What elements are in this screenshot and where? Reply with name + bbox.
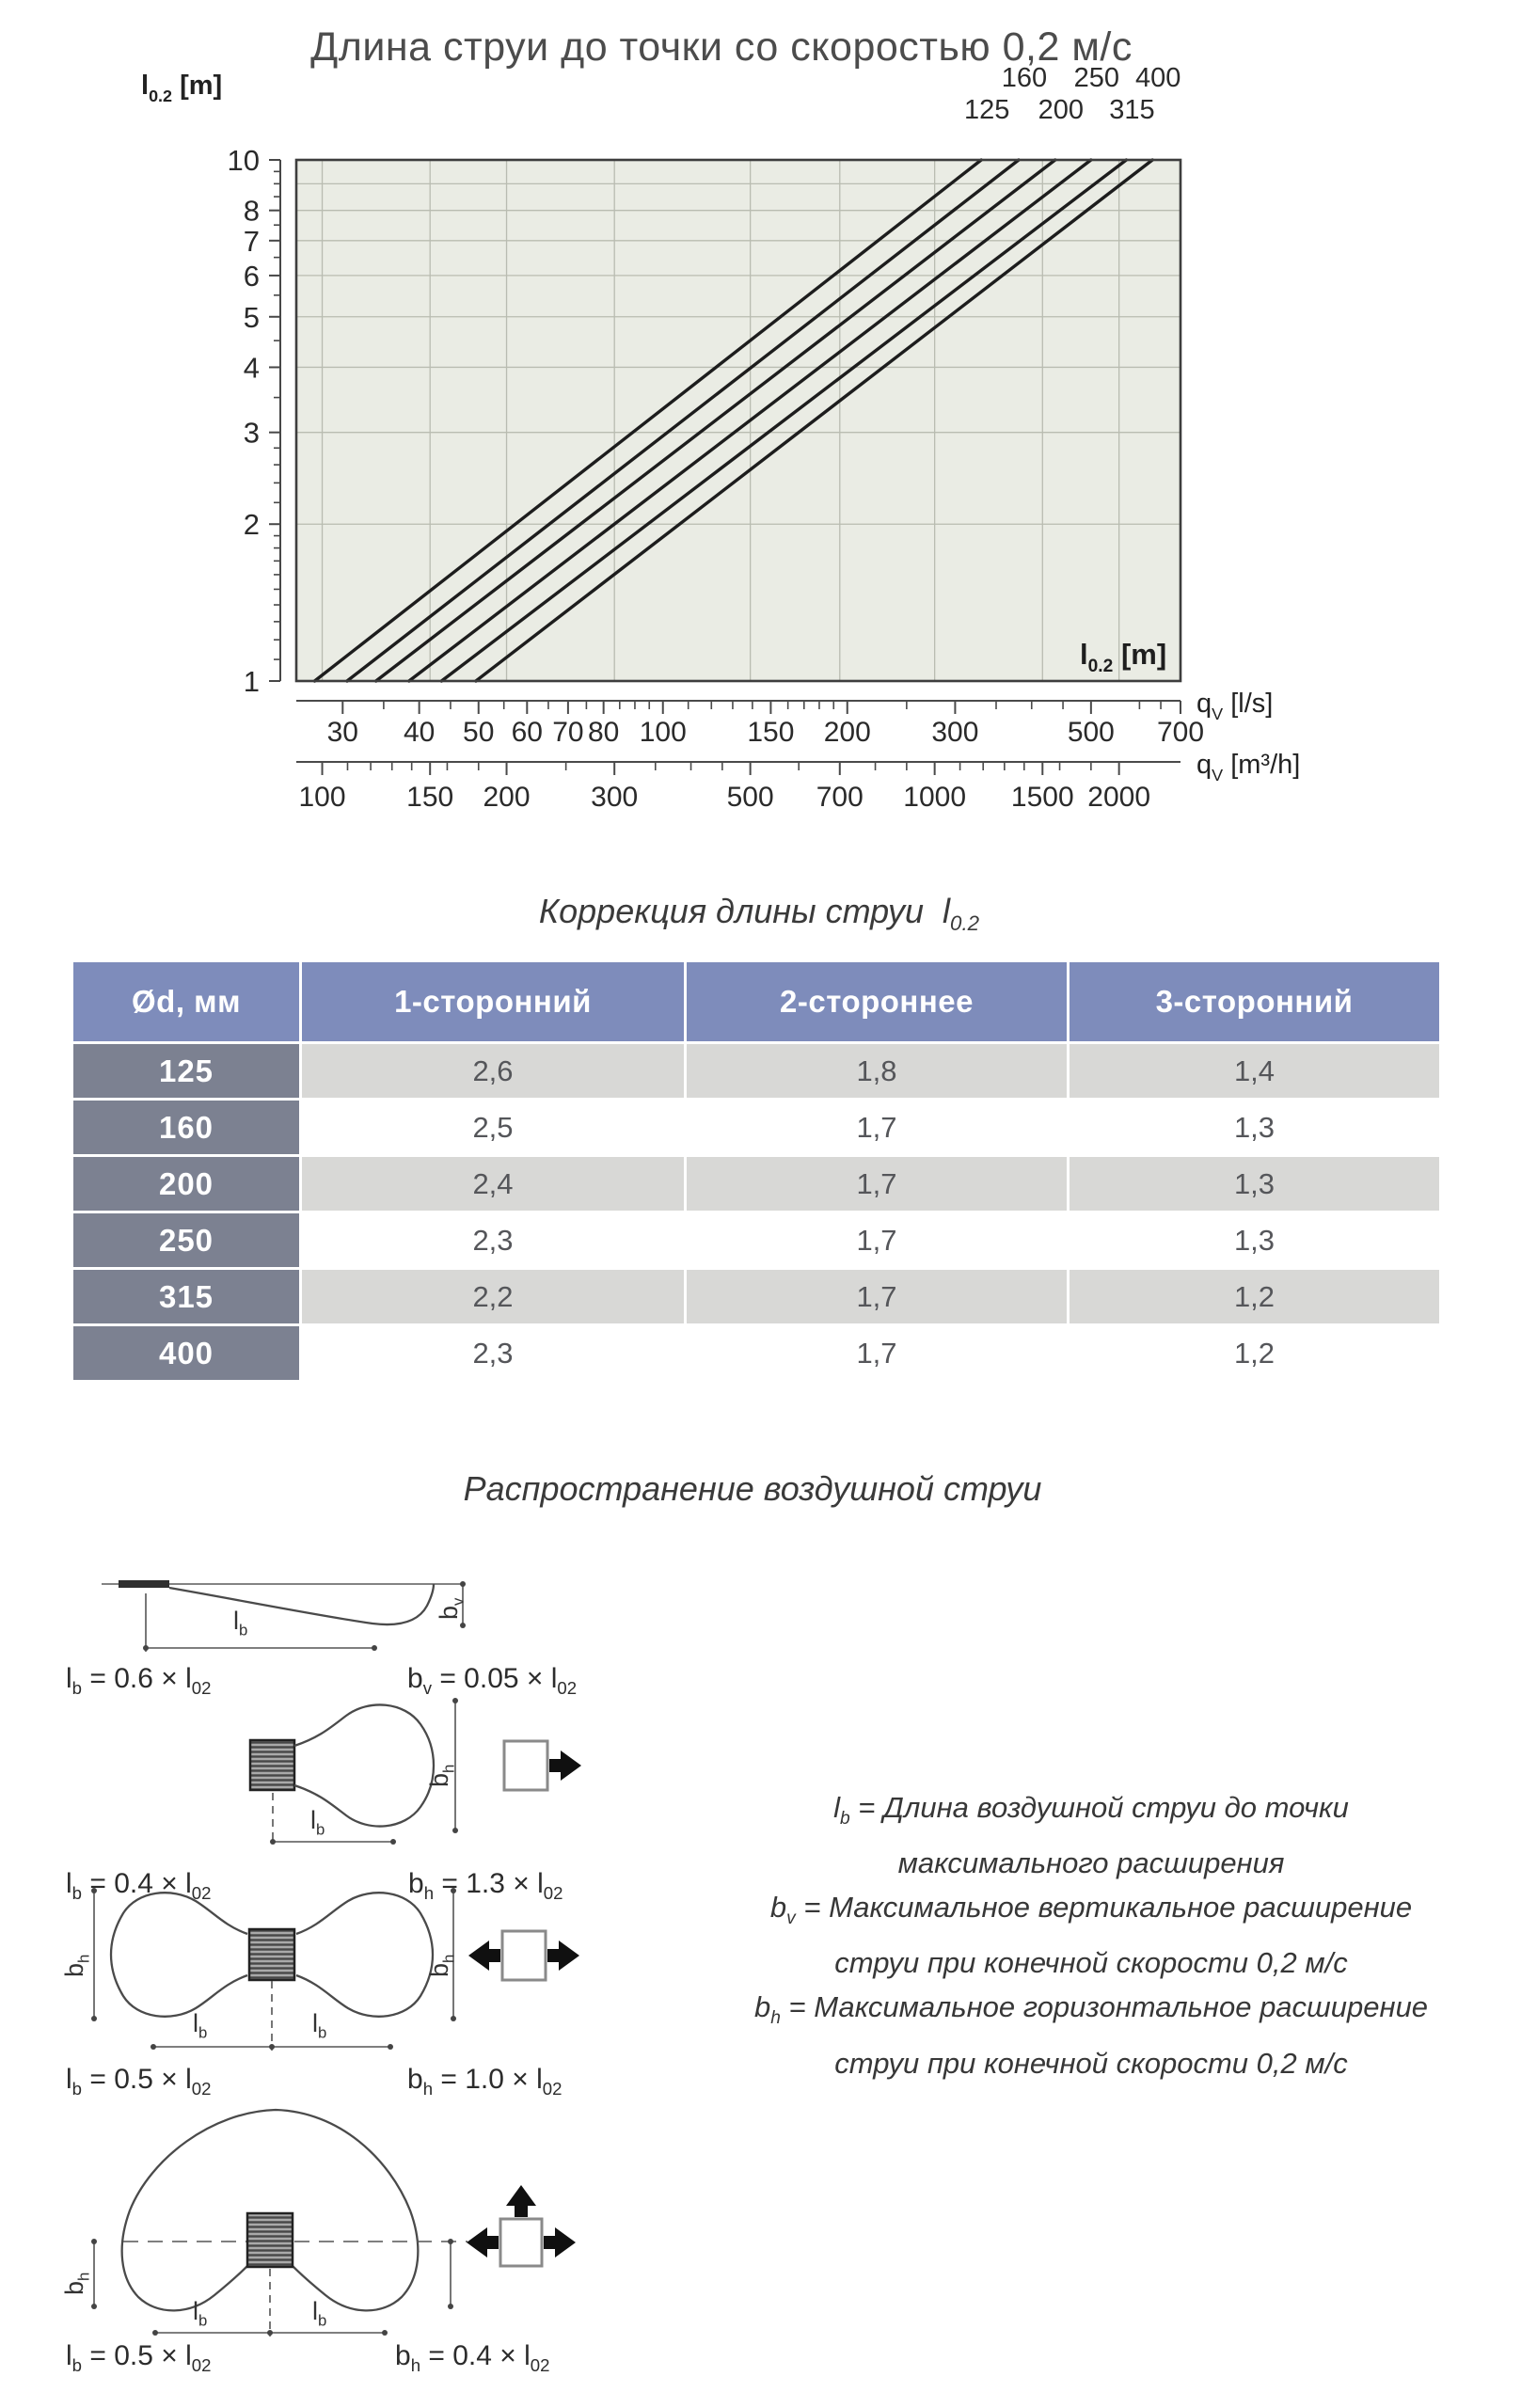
three-way-diffuser-icon: [500, 2219, 542, 2266]
table-cell: 2,6: [302, 1044, 684, 1098]
definition-line2: струи при конечной скорости 0,2 м/с: [834, 1946, 1348, 1980]
y-tick-label: 1: [243, 665, 260, 698]
lb-dimension-label: $l_b$: [193, 2297, 208, 2330]
side-view-formula-lb: $l_b = 0.6 \times l_{02}$: [66, 1663, 212, 1698]
table-cell: 2,5: [302, 1101, 684, 1154]
table-row-header: 315: [73, 1270, 299, 1323]
bv-dimension-label: $b_v$: [435, 1597, 467, 1620]
lb-dimension-label: $l_b$: [312, 2009, 327, 2042]
side-view-formula-b: $b_v = 0.05 \times l_{02}$: [407, 1663, 578, 1698]
y-tick-label: 3: [243, 416, 260, 450]
x-m3h-tick-label: 700: [816, 782, 864, 813]
three-way-formula-lb: $l_b = 0.5 \times l_{02}$: [66, 2340, 212, 2375]
definition-item: [658, 1785, 1524, 1885]
x-ls-tick-label: 40: [403, 717, 436, 748]
series-label-125: 125: [964, 95, 1010, 125]
y-tick-label: 6: [243, 259, 260, 293]
one-way-formula-lb: $l_b = 0.4 \times l_{02}$: [66, 1868, 212, 1903]
correction-table-caption: [0, 892, 1518, 936]
page-title: Длина струи до точки со скоростью 0,2 м/с: [310, 24, 1133, 70]
arrow-left-icon: [468, 1941, 500, 1971]
table-cell: 1,7: [687, 1213, 1067, 1267]
table-cell: 1,4: [1070, 1044, 1439, 1098]
arrow-right-icon: [544, 2227, 576, 2258]
lb-dimension-label: $l_b$: [193, 2009, 208, 2042]
caption-symbol: $l_{0.2}$: [943, 892, 980, 936]
table-cell: 1,2: [1070, 1326, 1439, 1380]
series-label-200: 200: [1038, 95, 1084, 125]
y-tick-label: 2: [243, 508, 260, 542]
definition-line1: = Длина воздушной струи до точки: [858, 1791, 1349, 1824]
two-way-formula-b: $b_h = 1.0 \times l_{02}$: [407, 2064, 563, 2099]
x-ls-tick-label: 70: [552, 717, 584, 748]
x-axis-ls-title: $q_V$ [l/s]: [1196, 689, 1274, 723]
x-m3h-tick-label: 1000: [903, 782, 967, 813]
definition-item: [658, 1985, 1524, 2084]
spread-caption: Распространение воздушной струи: [463, 1469, 1042, 1508]
x-ls-tick-label: 50: [463, 717, 495, 748]
two-way-formula-lb: $l_b = 0.5 \times l_{02}$: [66, 2064, 212, 2099]
arrow-right-icon: [549, 1751, 581, 1781]
table-header-cell: 2-стороннее: [687, 962, 1067, 1041]
table-cell: 2,3: [302, 1213, 684, 1267]
throw-length-chart-svg: [0, 0, 1537, 978]
definitions-block: [658, 1785, 1524, 2085]
table-row-header: 400: [73, 1326, 299, 1380]
jet-outline: [169, 1584, 434, 1624]
y-axis-title: $l_{0.2}$ [m]: [141, 71, 223, 105]
table-cell: 1,3: [1070, 1213, 1439, 1267]
definition-line2: струи при конечной скорости 0,2 м/с: [834, 2046, 1348, 2080]
diagram-three-way: [91, 2110, 576, 2337]
table-header-cell: 3-сторонний: [1070, 962, 1439, 1041]
throw-length-chart: [0, 0, 1537, 978]
jet-outline: [122, 2110, 419, 2310]
slot-diffuser: [119, 1580, 169, 1588]
diffuser-square: [249, 1929, 294, 1980]
x-m3h-tick-label: 200: [483, 782, 531, 813]
arrow-right-icon: [547, 1941, 579, 1971]
jet-outline-left: [111, 1893, 247, 2017]
y-tick-label: 5: [243, 300, 260, 334]
one-way-formula-b: $b_h = 1.3 \times l_{02}$: [408, 1868, 563, 1903]
table-cell: 1,7: [687, 1157, 1067, 1211]
jet-spread-diagrams-svg: [0, 1524, 658, 2408]
x-ls-tick-label: 100: [639, 717, 687, 748]
diffuser-square: [250, 1740, 294, 1790]
diagram-two-way: [91, 1888, 579, 2051]
y-tick-label: 4: [243, 351, 260, 385]
jet-outline-right: [296, 1893, 433, 2017]
two-way-diffuser-icon: [502, 1931, 546, 1980]
lb-dimension-label: $l_b$: [233, 1607, 248, 1640]
three-way-formula-b: $b_h = 0.4 \times l_{02}$: [395, 2340, 550, 2375]
series-label-400: 400: [1135, 63, 1181, 93]
table-cell: 1,3: [1070, 1101, 1439, 1154]
jet-spread-diagrams: [0, 1524, 658, 2408]
x-ls-tick-label: 200: [823, 717, 871, 748]
bh-dimension-label: $b_h$: [425, 1954, 458, 1977]
lb-dimension-label: $l_b$: [310, 1806, 325, 1839]
table-cell: 1,7: [687, 1101, 1067, 1154]
x-ls-tick-label: 700: [1156, 717, 1205, 748]
table-cell: 2,3: [302, 1326, 684, 1380]
lb-dimension-label: $l_b$: [312, 2297, 327, 2330]
table-cell: 1,7: [687, 1270, 1067, 1323]
diffuser-square: [247, 2213, 293, 2267]
one-way-diffuser-icon: [504, 1741, 547, 1790]
y-tick-label: 10: [227, 144, 260, 177]
definition-line1: = Максимальное вертикальное расширение: [803, 1891, 1413, 1925]
table-cell: 1,7: [687, 1326, 1067, 1380]
x-axis-m3h-title: $q_V$ [m³/h]: [1196, 750, 1301, 784]
x-m3h-tick-label: 500: [726, 782, 774, 813]
x-m3h-tick-label: 2000: [1087, 782, 1151, 813]
x-m3h-tick-label: 100: [298, 782, 346, 813]
caption-text: Коррекция длины струи: [538, 892, 925, 930]
table-header-cell: 1-сторонний: [302, 962, 684, 1041]
x-ls-tick-label: 60: [511, 717, 543, 748]
series-label-160: 160: [1001, 63, 1048, 93]
x-m3h-tick-label: 1500: [1010, 782, 1074, 813]
plot-background: [296, 160, 1180, 681]
x-ls-tick-label: 500: [1067, 717, 1115, 748]
y-tick-label: 7: [243, 224, 260, 258]
series-label-250: 250: [1073, 63, 1120, 93]
correction-table: [73, 962, 1439, 1380]
arrow-up-icon: [506, 2185, 536, 2217]
diagram-one-way: [250, 1698, 581, 1846]
inner-plot-label: $l_{0.2}$ [m]: [1080, 638, 1167, 676]
bh-dimension-label: $b_h$: [425, 1764, 458, 1787]
table-row-header: 200: [73, 1157, 299, 1211]
table-row-header: 160: [73, 1101, 299, 1154]
series-label-315: 315: [1109, 95, 1155, 125]
x-ls-tick-label: 300: [931, 717, 979, 748]
table-cell: 1,2: [1070, 1270, 1439, 1323]
x-ls-tick-label: 80: [587, 717, 620, 748]
bh-dimension-label: $b_h$: [60, 1954, 93, 1977]
table-cell: 2,4: [302, 1157, 684, 1211]
x-ls-tick-label: 30: [326, 717, 358, 748]
definition-symbol: $l_b$: [833, 1791, 850, 1830]
definition-line2: максимального расширения: [897, 1846, 1285, 1880]
table-cell: 1,3: [1070, 1157, 1439, 1211]
table-header-cell: Ød, мм: [73, 962, 299, 1041]
diagram-side-view: [102, 1580, 466, 1652]
table-row-header: 125: [73, 1044, 299, 1098]
table-cell: 1,8: [687, 1044, 1067, 1098]
definition-line1: = Максимальное горизонтальное расширение: [788, 1990, 1429, 2024]
arrow-left-icon: [467, 2227, 499, 2258]
x-m3h-tick-label: 150: [406, 782, 454, 813]
bh-dimension-label: $b_h$: [60, 2272, 93, 2295]
x-m3h-tick-label: 300: [591, 782, 639, 813]
table-cell: 2,2: [302, 1270, 684, 1323]
x-ls-tick-label: 150: [747, 717, 795, 748]
definition-symbol: $b_h$: [753, 1990, 781, 2029]
definition-item: [658, 1885, 1524, 1985]
definition-symbol: $b_v$: [769, 1891, 796, 1929]
table-row-header: 250: [73, 1213, 299, 1267]
y-tick-label: 8: [243, 194, 260, 228]
